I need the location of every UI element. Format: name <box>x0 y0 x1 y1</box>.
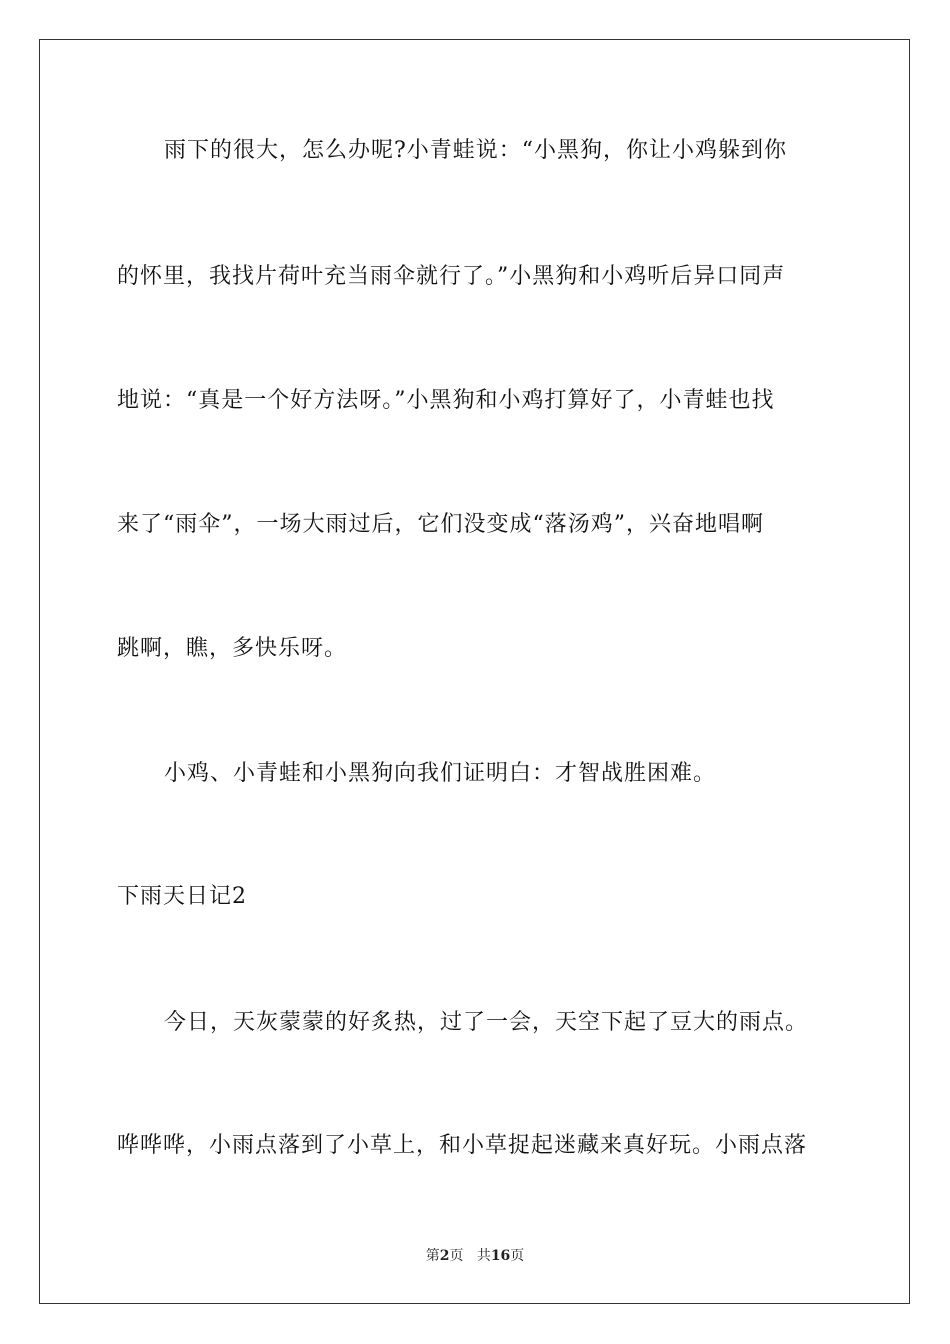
paragraph-line: 跳啊，瞧，多快乐呀。 <box>117 636 348 661</box>
paragraph-line: 雨下的很大，怎么办呢?小青蛙说：“小黑狗，你让小鸡躲到你 <box>164 138 788 163</box>
total-prefix: 共 <box>476 1248 491 1264</box>
paragraph-line: 地说：“真是一个好方法呀。”小黑狗和小鸡打算好了，小青蛙也找 <box>117 388 775 413</box>
page-prefix: 第 <box>425 1248 440 1264</box>
total-pages: 16 <box>490 1248 511 1264</box>
section-heading: 下雨天日记2 <box>117 884 247 909</box>
page-number: 2 <box>439 1248 450 1264</box>
paragraph-line: 小鸡、小青蛙和小黑狗向我们证明白：才智战胜困难。 <box>164 761 717 786</box>
page-footer <box>0 1246 950 1266</box>
paragraph-line: 今日，天灰蒙蒙的好炙热，过了一会，天空下起了豆大的雨点。 <box>164 1010 809 1035</box>
page-suffix: 页 <box>449 1248 464 1264</box>
total-suffix: 页 <box>510 1248 525 1264</box>
paragraph-line: 来了“雨伞”，一场大雨过后，它们没变成“落汤鸡”，兴奋地唱啊 <box>117 512 764 537</box>
paragraph-line: 哗哗哗，小雨点落到了小草上，和小草捉起迷藏来真好玩。小雨点落 <box>117 1133 808 1158</box>
page-border <box>39 39 910 1304</box>
paragraph-line: 的怀里，我找片荷叶充当雨伞就行了。”小黑狗和小鸡听后异口同声 <box>117 264 786 289</box>
